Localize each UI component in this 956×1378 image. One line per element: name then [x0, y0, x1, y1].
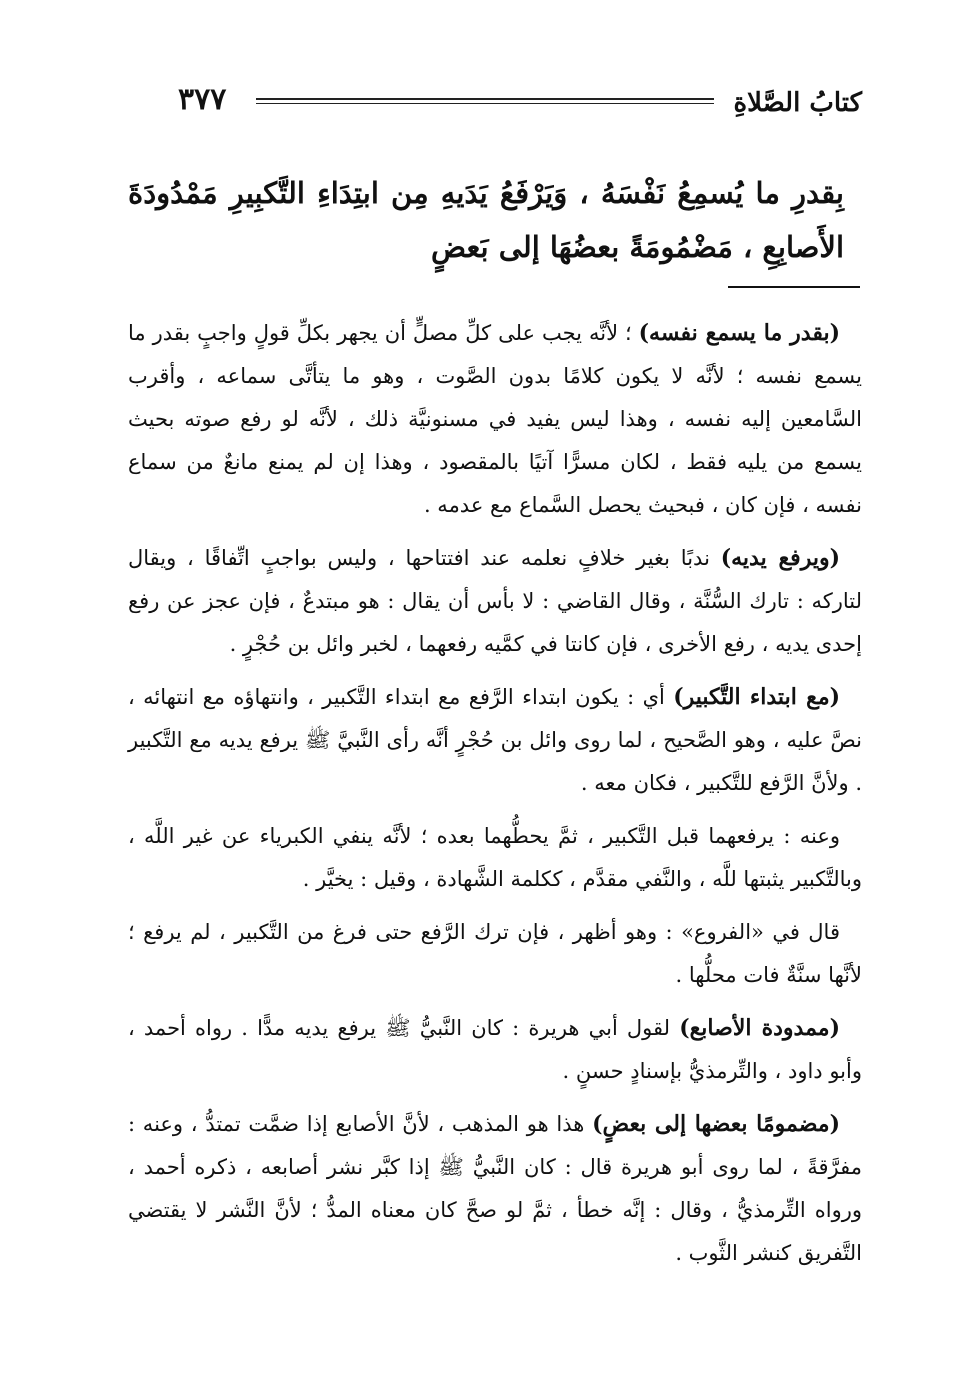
commentary-paragraph [128, 1007, 862, 1093]
paragraph-text: هذا هو المذهب ، لأنَّ الأصابع إذا ضمَّت تمتدُّ ، وعنه : مفرَّقةً ، لما روى أبو هريرة قال : كان النَّبيُّ ﷺ إذا كبَّر نشر أصابعه ، ذكره أحمد ، ورواه التِّرمذيُّ ، وقال : إنَّه خطأ ، ثمَّ لو صحَّ كان معناه المدُّ ؛ لأنَّ النَّشر لا يقتضي التَّفريق كنشر الثَّوب . [128, 1112, 862, 1265]
paragraph-text: ؛ لأنَّه يجب على كلِّ مصلٍّ أن يجهر بكلِّ قولٍ واجبٍ بقدر ما يسمع نفسه ؛ لأنَّه لا يكون كلامًا بدون الصَّوت ، وهو ما يتأتَّى سماعه ، وأقرب السَّامعين إليه نفسه ، وهذا ليس يفيد في مسنونيَّة ذلك ، لأنَّه لو رفع صوته بحيث يسمع من يليه فقط ، لكان مسرًّا آتيًا بالمقصود ، وهذا إن لم يمنع مانعٌ من سماع نفسه ، فإن كان ، فبحيث يحصل السَّماع مع عدمه . [128, 321, 862, 517]
paragraph-text: أي : يكون ابتداء الرَّفع مع ابتداء التَّكبير ، وانتهاؤه مع انتهائه ، نصَّ عليه ، وهو الصَّحيح ، لما روى وائل بن حُجْرٍ أنَّه رأى النَّبيَّ ﷺ يرفع يديه مع التَّكبير . ولأنَّ الرَّفع للتَّكبير ، فكان معه . [128, 685, 862, 795]
lemma: (ويرفع يديه) [720, 545, 840, 571]
text-separator [728, 286, 860, 288]
commentary-paragraph [128, 537, 862, 666]
paragraph-text: قال في «الفروع» : وهو أظهر ، فإن ترك الرَّفع حتى فرغ من التَّكبير ، لم يرفع ؛ لأنَّها سنَّةٌ فات محلُّها . [128, 920, 862, 987]
commentary-paragraph [128, 911, 862, 997]
running-header [178, 80, 862, 126]
paragraph-text: لقول أبي هريرة : كان النَّبيُّ ﷺ يرفع يديه مدًّا . رواه أحمد ، وأبو داود ، والتِّرمذيُّ بإسنادٍ حسنٍ . [128, 1016, 862, 1083]
lemma: (مع ابتداء التَّكبير) [673, 684, 841, 710]
main-text: بِقدرِ ما يُسمِعُ نَفْسَهُ ، وَيَرْفَعُ يَدَيهِ مِن ابتِدَاءِ التَّكبِيرِ مَمْدُودَةَ الأَصابِعِ ، مَضْمُومَةً بعضُهَا إلى بَعضٍ [128, 176, 844, 264]
chapter-title: كتابُ الصَّلاةِ [733, 88, 862, 118]
commentary-paragraph [128, 1103, 862, 1275]
lemma: (ممدودة الأصابع) [679, 1015, 840, 1041]
lemma: (مضمومًا بعضها إلى بعضٍ) [592, 1111, 841, 1137]
header-rule [256, 98, 714, 100]
commentary-paragraph [128, 312, 862, 527]
page-number: ٣٧٧ [178, 82, 227, 117]
commentary [128, 312, 862, 1285]
lemma: (بقدر ما يسمع نفسه) [638, 320, 840, 346]
paragraph-text: ندبًا بغير خلافٍ نعلمه عند افتتاحها ، وليس بواجبٍ اتِّفاقًا ، ويقال لتاركه : تارك السُّنَّة ، وقال القاضي : لا بأس أن يقال : هو مبتدعٌ ، فإن عجز عن رفع إحدى يديه ، رفع الأخرى ، فإن كانتا في كمَّيه رفعهما ، لخبر وائل بن حُجْرٍ . [128, 546, 862, 656]
paragraph-text: وعنه : يرفعهما قبل التَّكبير ، ثمَّ يحطُّهما بعده ؛ لأنَّه ينفي الكبرياء عن غير اللَّه ، وبالتَّكبير يثبتها للَّه ، والنَّفي مقدَّم ، ككلمة الشَّهادة ، وقيل : يخيَّر . [128, 824, 862, 891]
commentary-paragraph [128, 676, 862, 805]
commentary-paragraph [128, 815, 862, 901]
